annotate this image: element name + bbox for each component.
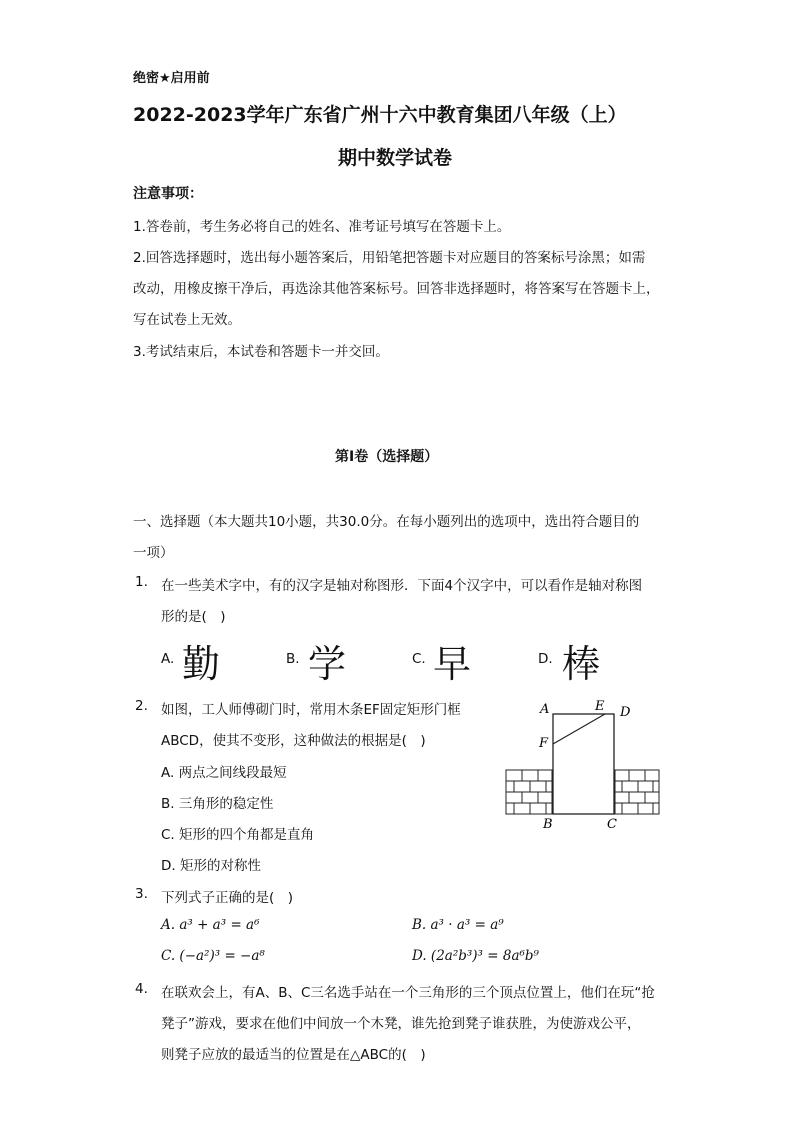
left-brick-wall xyxy=(506,770,552,814)
q1-option-a-letter: A. xyxy=(161,651,175,667)
q2-option-c: C. 矩形的四个角都是直角 xyxy=(161,827,315,843)
q1-number: 1. xyxy=(135,574,148,590)
q3-option-c: C. (−a²)³ = −a⁸ xyxy=(161,948,265,964)
q2-option-a: A. 两点之间线段最短 xyxy=(161,765,287,781)
door-rectangle xyxy=(553,714,614,814)
q4-stem-line2: 凳子”游戏，要求在他们中间放一个木凳，谁先抢到凳子谁获胜，为使游戏公平， xyxy=(161,1016,641,1032)
q3-option-b: B. a³ · a³ = a⁹ xyxy=(412,917,504,933)
q1-stem-line2: 形的是( ) xyxy=(161,609,226,625)
label-a: A xyxy=(540,702,550,717)
q3-number: 3. xyxy=(135,886,148,902)
q2-option-d: D. 矩形的对称性 xyxy=(161,858,261,874)
q2-number: 2. xyxy=(135,698,148,714)
q1-option-d-char: 棒 xyxy=(562,642,601,686)
page-subtitle: 期中数学试卷 xyxy=(338,147,453,169)
notice-item-2-line1: 2.回答选择题时，选出每小题答案后，用铅笔把答题卡对应题目的答案标号涂黑；如需 xyxy=(133,250,646,266)
label-f: F xyxy=(539,736,549,751)
q3-option-d: D. (2a²b³)³ = 8a⁶b⁹ xyxy=(412,948,539,964)
q1-stem-line1: 在一些美术字中，有的汉字是轴对称图形．下面4个汉字中，可以看作是轴对称图 xyxy=(161,578,643,594)
q1-option-c-letter: C. xyxy=(412,651,426,667)
q2-option-b: B. 三角形的稳定性 xyxy=(161,796,274,812)
q1-option-a-char: 勤 xyxy=(182,642,221,686)
volume-title: 第I卷（选择题） xyxy=(335,449,439,465)
q4-stem-line3: 则凳子应放的最适当的位置是在△ABC的( ) xyxy=(161,1047,426,1063)
label-e: E xyxy=(595,699,605,714)
right-brick-wall xyxy=(615,770,659,814)
q1-option-b-char: 学 xyxy=(308,642,347,686)
notice-item-1: 1.答卷前，考生务必将自己的姓名、准考证号填写在答题卡上。 xyxy=(133,219,511,235)
q2-stem-line2: ABCD，使其不变形，这种做法的根据是( ) xyxy=(161,733,426,749)
label-b: B xyxy=(543,817,553,832)
notice-item-2-line2: 改动，用橡皮擦干净后，再选涂其他答案标号。回答非选择题时，将答案写在答题卡上， xyxy=(133,281,660,297)
door-frame-figure xyxy=(500,695,665,835)
notice-heading: 注意事项： xyxy=(133,186,203,202)
label-d: D xyxy=(620,705,631,720)
section-heading-line2: 一项） xyxy=(133,545,174,561)
section-heading-line1: 一、选择题（本大题共10小题，共30.0分。在每小题列出的选项中，选出符合题目的 xyxy=(133,514,640,530)
notice-item-2-line3: 写在试卷上无效。 xyxy=(133,312,241,328)
q1-option-b-letter: B. xyxy=(286,651,300,667)
notice-item-3: 3.考试结束后，本试卷和答题卡一并交回。 xyxy=(133,344,389,360)
q3-option-a: A. a³ + a³ = a⁶ xyxy=(161,917,260,933)
q4-stem-line1: 在联欢会上，有A、B、C三名选手站在一个三角形的三个顶点位置上，他们在玩“抢 xyxy=(161,985,655,1001)
confidential-mark: 绝密★启用前 xyxy=(133,71,210,86)
q1-option-d-letter: D. xyxy=(538,651,553,667)
q3-stem: 下列式子正确的是( ) xyxy=(161,890,294,906)
q2-stem-line1: 如图，工人师傅砌门时，常用木条EF固定矩形门框 xyxy=(161,702,461,718)
label-c: C xyxy=(607,817,617,832)
q4-number: 4. xyxy=(135,981,148,997)
page-title: 2022-2023学年广东省广州十六中教育集团八年级（上） xyxy=(133,104,627,126)
q1-option-c-char: 早 xyxy=(433,642,472,686)
